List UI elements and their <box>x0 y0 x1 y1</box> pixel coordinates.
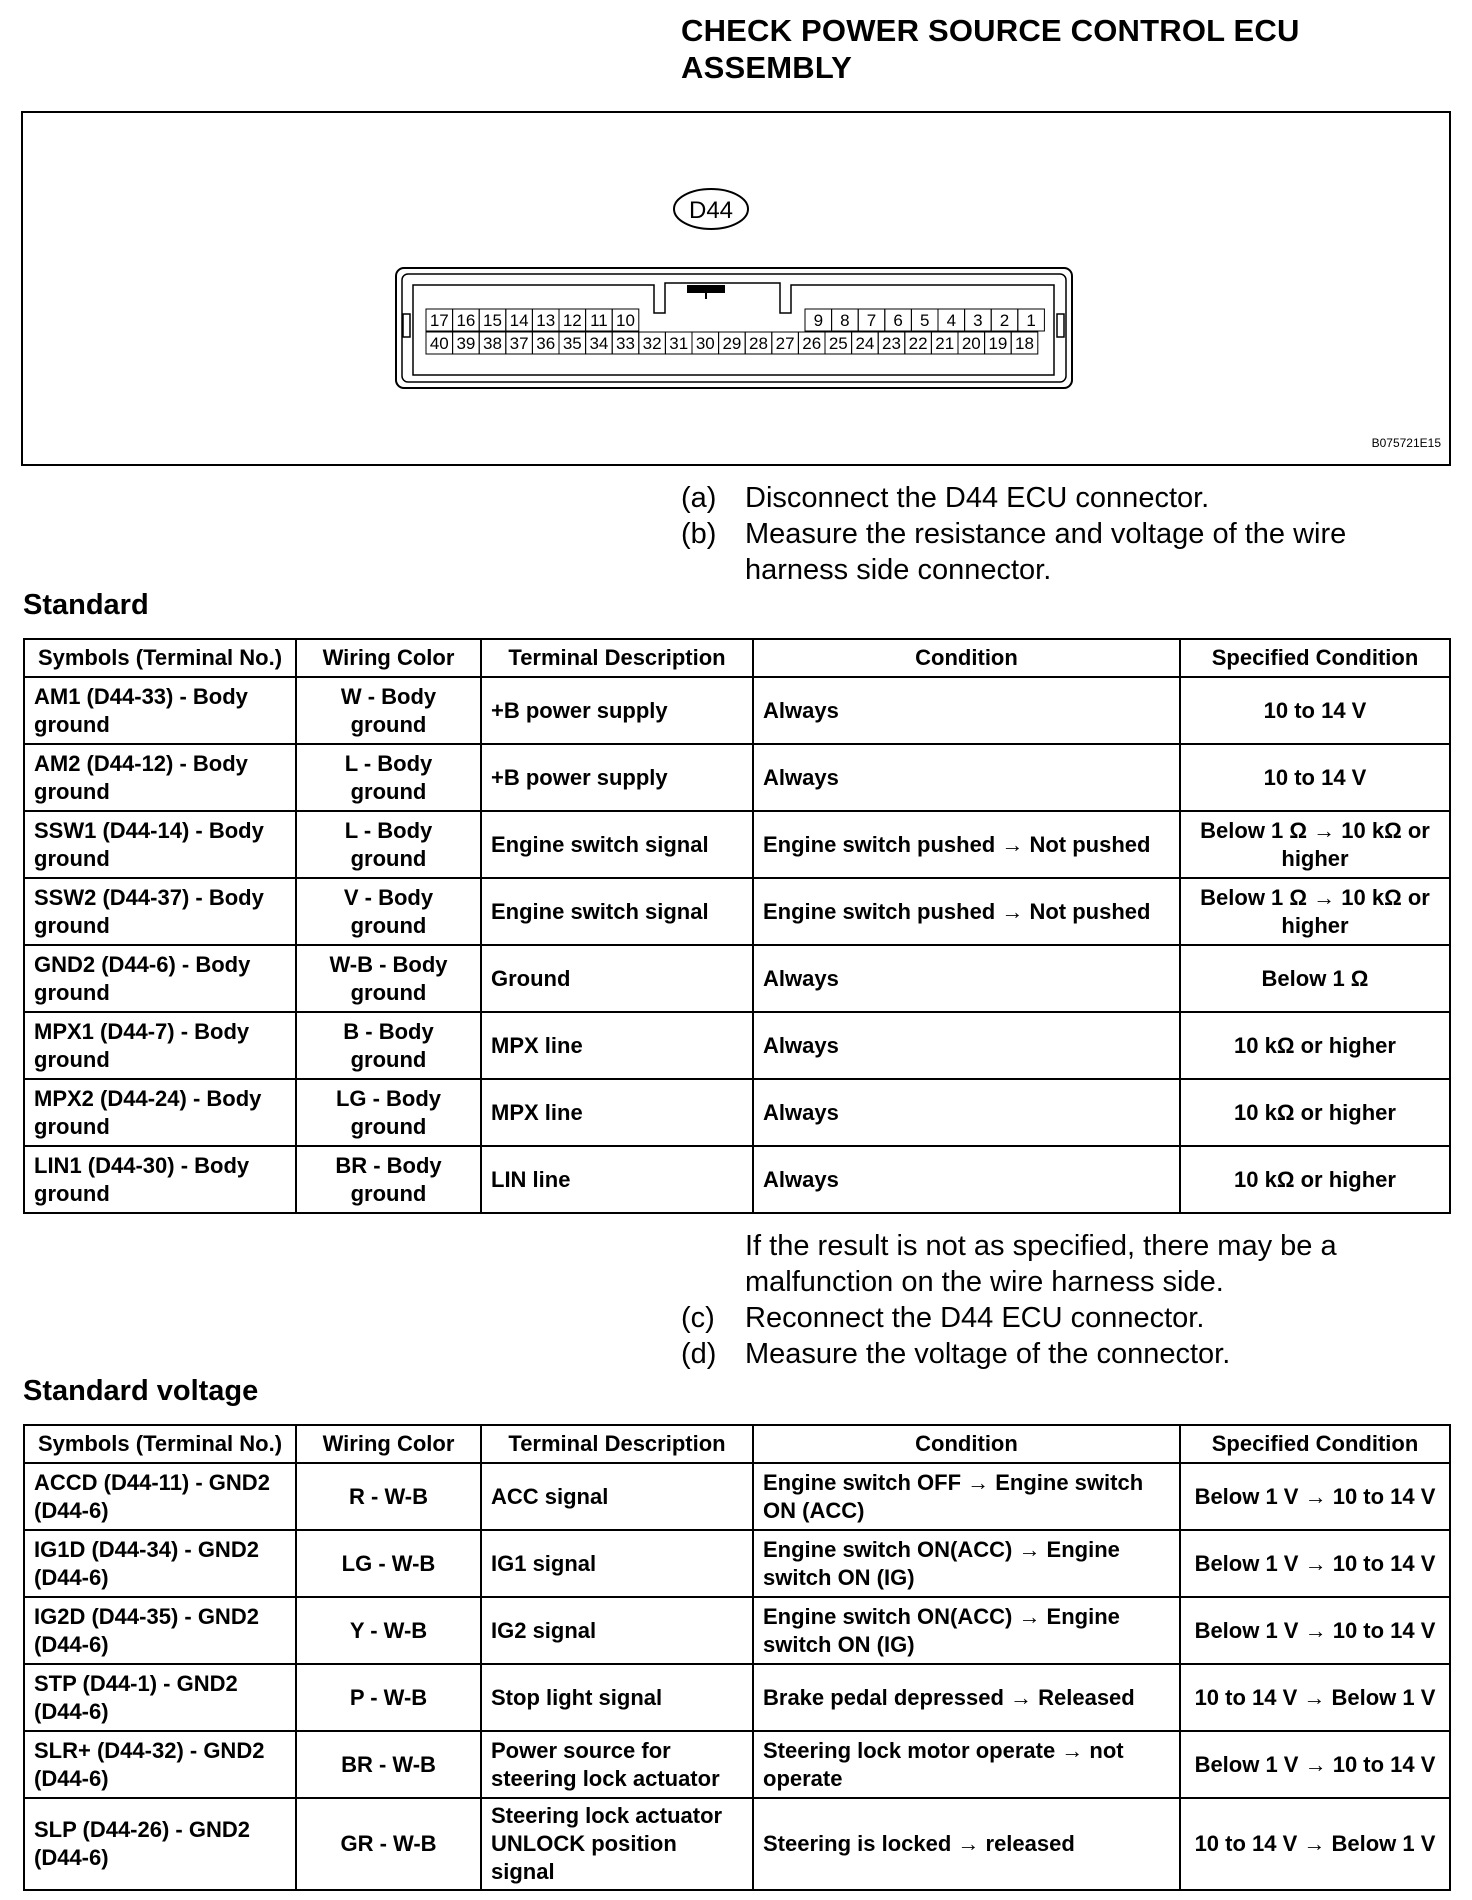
symbol-cell: ACCD (D44-11) - GND2 (D44-6) <box>24 1463 296 1530</box>
pin-number: 30 <box>695 334 715 353</box>
column-header: Symbols (Terminal No.) <box>24 639 296 677</box>
symbol-cell: AM2 (D44-12) - Body ground <box>24 744 296 811</box>
specified-condition-cell: Below 1 Ω → 10 kΩ or higher <box>1180 811 1450 878</box>
pin-number: 34 <box>589 334 609 353</box>
table-row <box>24 1798 1450 1890</box>
symbol-cell: GND2 (D44-6) - Body ground <box>24 945 296 1012</box>
wiring-color-cell: V - Body ground <box>296 878 481 945</box>
table-row <box>24 945 1450 1012</box>
table-row <box>24 878 1450 945</box>
specified-condition-cell: Below 1 Ω → 10 kΩ or higher <box>1180 878 1450 945</box>
symbol-cell: MPX1 (D44-7) - Body ground <box>24 1012 296 1079</box>
step-label: (c) <box>681 1302 715 1334</box>
specified-condition-cell: 10 to 14 V → Below 1 V <box>1180 1798 1450 1890</box>
pin-number: 21 <box>935 334 955 353</box>
terminal-description-cell: Stop light signal <box>481 1664 753 1731</box>
condition-cell: Engine switch pushed → Not pushed <box>753 811 1180 878</box>
specified-condition-cell: 10 to 14 V → Below 1 V <box>1180 1664 1450 1731</box>
pin-number: 40 <box>429 334 449 353</box>
pin-number: 8 <box>840 311 850 330</box>
pin-number: 29 <box>722 334 742 353</box>
pin-number: 7 <box>866 311 877 330</box>
wiring-color-cell: Y - W-B <box>296 1597 481 1664</box>
specified-condition-cell: Below 1 Ω <box>1180 945 1450 1012</box>
step-text: Measure the resistance and voltage of the wire harness side connector. <box>745 518 1347 586</box>
wiring-color-cell: R - W-B <box>296 1463 481 1530</box>
condition-cell: Brake pedal depressed → Released <box>753 1664 1180 1731</box>
table-row <box>24 811 1450 878</box>
table-row <box>24 677 1450 744</box>
table-row <box>24 1664 1450 1731</box>
pin-number: 1 <box>1026 311 1036 330</box>
terminal-description-cell: Ground <box>481 945 753 1012</box>
pin-number: 23 <box>882 334 901 353</box>
terminal-description-cell: IG1 signal <box>481 1530 753 1597</box>
table-row <box>24 1731 1450 1798</box>
pin-number: 35 <box>562 334 582 353</box>
pin-number: 4 <box>946 311 957 330</box>
symbol-cell: SLR+ (D44-32) - GND2 (D44-6) <box>24 1731 296 1798</box>
standard-table <box>23 638 1451 1214</box>
step-label: (a) <box>681 482 717 514</box>
step-label: (d) <box>681 1338 717 1370</box>
note <box>681 1228 1441 1300</box>
symbol-cell: LIN1 (D44-30) - Body ground <box>24 1146 296 1213</box>
step-text: Disconnect the D44 ECU connector. <box>745 482 1210 514</box>
symbol-cell: AM1 (D44-33) - Body ground <box>24 677 296 744</box>
column-header: Wiring Color <box>296 639 481 677</box>
pin-number: 36 <box>536 334 556 353</box>
specified-condition-cell: 10 kΩ or higher <box>1180 1012 1450 1079</box>
terminal-description-cell: MPX line <box>481 1012 753 1079</box>
pin-number: 19 <box>988 334 1008 353</box>
connector-label: D44 <box>688 197 734 224</box>
step-c <box>681 1300 1441 1336</box>
pin-number: 2 <box>999 311 1010 330</box>
step-text: Reconnect the D44 ECU connector. <box>745 1302 1205 1334</box>
table-row <box>24 1463 1450 1530</box>
specified-condition-cell: Below 1 V → 10 to 14 V <box>1180 1463 1450 1530</box>
table-header-row <box>24 1425 1450 1463</box>
column-header: Specified Condition <box>1180 1425 1450 1463</box>
table2-heading: Standard voltage <box>23 1375 259 1407</box>
step-d <box>681 1336 1441 1372</box>
condition-cell: Always <box>753 1079 1180 1146</box>
step-label: (b) <box>681 518 717 550</box>
page-title: CHECK POWER SOURCE CONTROL ECU ASSEMBLY <box>681 13 1300 85</box>
symbol-cell: SLP (D44-26) - GND2 (D44-6) <box>24 1798 296 1890</box>
terminal-description-cell: Steering lock actuator UNLOCK position signal <box>481 1798 753 1890</box>
pin-number: 20 <box>961 334 981 353</box>
symbol-cell: SSW1 (D44-14) - Body ground <box>24 811 296 878</box>
pin-number: 33 <box>616 334 635 353</box>
wiring-color-cell: W - Body ground <box>296 677 481 744</box>
wiring-color-cell: LG - W-B <box>296 1530 481 1597</box>
pin-number: 3 <box>973 311 983 330</box>
terminal-description-cell: LIN line <box>481 1146 753 1213</box>
table-row <box>24 1079 1450 1146</box>
terminal-description-cell: +B power supply <box>481 744 753 811</box>
step-text: Measure the voltage of the connector. <box>745 1338 1231 1370</box>
wiring-color-cell: GR - W-B <box>296 1798 481 1890</box>
pin-number: 22 <box>908 334 928 353</box>
terminal-description-cell: ACC signal <box>481 1463 753 1530</box>
table-row <box>24 744 1450 811</box>
table-header-row <box>24 639 1450 677</box>
pin-number: 6 <box>893 311 903 330</box>
pin-number: 12 <box>562 311 582 330</box>
table-row <box>24 1146 1450 1213</box>
wiring-color-cell: L - Body ground <box>296 744 481 811</box>
pin-number: 31 <box>669 334 689 353</box>
terminal-description-cell: Power source for steering lock actuator <box>481 1731 753 1798</box>
condition-cell: Engine switch ON(ACC) → Engine switch ON (IG) <box>753 1530 1180 1597</box>
standard-voltage-table <box>23 1424 1451 1891</box>
symbol-cell: IG1D (D44-34) - GND2 (D44-6) <box>24 1530 296 1597</box>
column-header: Condition <box>753 639 1180 677</box>
column-header: Wiring Color <box>296 1425 481 1463</box>
condition-cell: Engine switch ON(ACC) → Engine switch ON (IG) <box>753 1597 1180 1664</box>
table1-heading: Standard <box>23 589 149 621</box>
left-latch <box>403 314 410 337</box>
step-a <box>681 480 1441 516</box>
pin-number: 13 <box>536 311 556 330</box>
terminal-description-cell: Engine switch signal <box>481 811 753 878</box>
pin-number: 9 <box>813 311 824 330</box>
condition-cell: Always <box>753 677 1180 744</box>
condition-cell: Always <box>753 945 1180 1012</box>
table-row <box>24 1530 1450 1597</box>
step-b <box>681 516 1441 588</box>
steps-note-c-d <box>681 1228 1441 1372</box>
specified-condition-cell: 10 kΩ or higher <box>1180 1146 1450 1213</box>
symbol-cell: STP (D44-1) - GND2 (D44-6) <box>24 1664 296 1731</box>
pin-number: 16 <box>456 311 476 330</box>
condition-cell: Engine switch OFF → Engine switch ON (ACC) <box>753 1463 1180 1530</box>
pin-number: 37 <box>509 334 529 353</box>
column-header: Terminal Description <box>481 639 753 677</box>
symbol-cell: SSW2 (D44-37) - Body ground <box>24 878 296 945</box>
terminal-description-cell: +B power supply <box>481 677 753 744</box>
terminal-description-cell: MPX line <box>481 1079 753 1146</box>
terminal-description-cell: Engine switch signal <box>481 878 753 945</box>
pin-number: 26 <box>802 334 822 353</box>
condition-cell: Engine switch pushed → Not pushed <box>753 878 1180 945</box>
right-latch <box>1057 314 1064 337</box>
specified-condition-cell: Below 1 V → 10 to 14 V <box>1180 1530 1450 1597</box>
column-header: Symbols (Terminal No.) <box>24 1425 296 1463</box>
wiring-color-cell: B - Body ground <box>296 1012 481 1079</box>
wiring-color-cell: LG - Body ground <box>296 1079 481 1146</box>
wiring-color-cell: L - Body ground <box>296 811 481 878</box>
table-row <box>24 1012 1450 1079</box>
pin-number: 25 <box>828 334 848 353</box>
pin-number: 17 <box>429 311 449 330</box>
figure-id: B075721E15 <box>1371 436 1441 450</box>
steps-a-b <box>681 480 1441 588</box>
wiring-color-cell: P - W-B <box>296 1664 481 1731</box>
pin-number: 27 <box>775 334 795 353</box>
pin-number: 39 <box>456 334 476 353</box>
note-text: If the result is not as specified, there may be a malfunction on the wire harness side. <box>745 1230 1337 1298</box>
wiring-color-cell: BR - Body ground <box>296 1146 481 1213</box>
symbol-cell: MPX2 (D44-24) - Body ground <box>24 1079 296 1146</box>
specified-condition-cell: Below 1 V → 10 to 14 V <box>1180 1731 1450 1798</box>
table-row <box>24 1597 1450 1664</box>
condition-cell: Steering is locked → released <box>753 1798 1180 1890</box>
pin-number: 28 <box>749 334 768 353</box>
symbol-cell: IG2D (D44-35) - GND2 (D44-6) <box>24 1597 296 1664</box>
column-header: Terminal Description <box>481 1425 753 1463</box>
connector-key <box>687 285 725 293</box>
column-header: Specified Condition <box>1180 639 1450 677</box>
pin-number: 24 <box>855 334 875 353</box>
condition-cell: Always <box>753 1146 1180 1213</box>
pin-number: 10 <box>616 311 635 330</box>
pin-number: 18 <box>1015 334 1034 353</box>
pin-number: 5 <box>919 311 930 330</box>
connector-figure <box>21 111 1451 466</box>
specified-condition-cell: 10 to 14 V <box>1180 677 1450 744</box>
condition-cell: Steering lock motor operate → not operate <box>753 1731 1180 1798</box>
wiring-color-cell: BR - W-B <box>296 1731 481 1798</box>
pin-number: 32 <box>642 334 662 353</box>
specified-condition-cell: 10 kΩ or higher <box>1180 1079 1450 1146</box>
pin-number: 11 <box>590 311 608 330</box>
wiring-color-cell: W-B - Body ground <box>296 945 481 1012</box>
specified-condition-cell: Below 1 V → 10 to 14 V <box>1180 1597 1450 1664</box>
column-header: Condition <box>753 1425 1180 1463</box>
connector-diagram <box>23 113 1449 464</box>
condition-cell: Always <box>753 1012 1180 1079</box>
terminal-description-cell: IG2 signal <box>481 1597 753 1664</box>
specified-condition-cell: 10 to 14 V <box>1180 744 1450 811</box>
pin-number: 14 <box>509 311 529 330</box>
condition-cell: Always <box>753 744 1180 811</box>
pin-number: 38 <box>483 334 502 353</box>
pin-number: 15 <box>483 311 502 330</box>
